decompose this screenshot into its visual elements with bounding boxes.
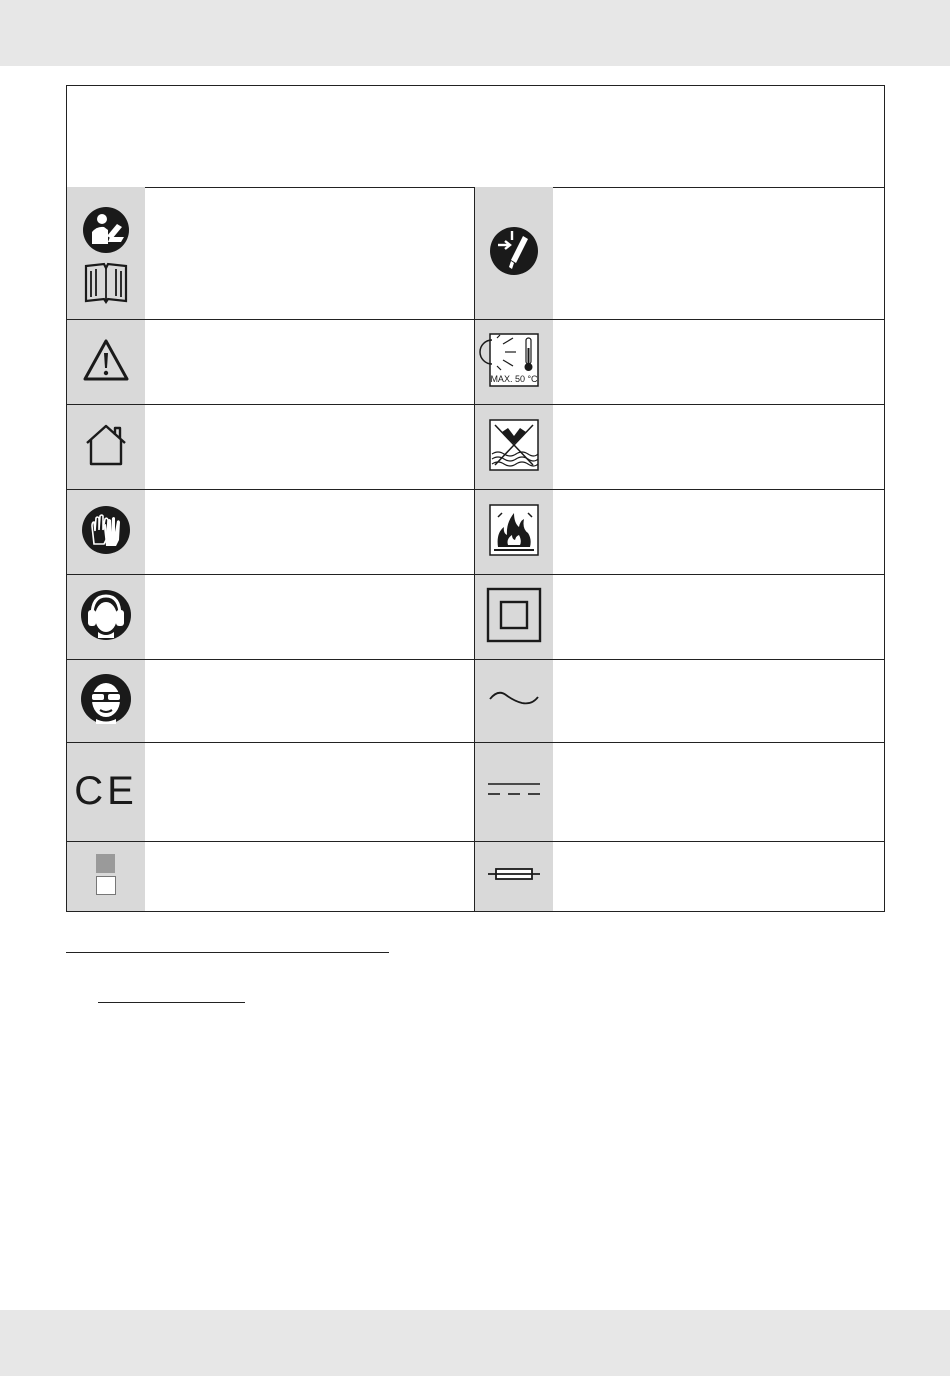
icon-cell bbox=[475, 405, 553, 489]
icon-cell bbox=[475, 575, 553, 659]
wear-gloves-icon bbox=[80, 504, 132, 561]
table-row bbox=[67, 187, 884, 320]
symbol-cell-right bbox=[475, 660, 884, 742]
symbols-table bbox=[66, 85, 885, 912]
symbol-cell-right bbox=[475, 490, 884, 574]
symbol-cell-right bbox=[475, 320, 884, 404]
symbol-cell-right bbox=[475, 743, 884, 841]
max-temperature-icon bbox=[488, 332, 540, 393]
icon-cell bbox=[67, 320, 145, 404]
ear-protection-icon bbox=[79, 588, 133, 647]
table-header bbox=[67, 86, 884, 188]
icon-cell bbox=[67, 743, 145, 841]
led-indicator-icon bbox=[94, 852, 118, 901]
symbol-cell-left bbox=[67, 187, 475, 319]
icon-cell bbox=[475, 490, 553, 574]
top-band bbox=[0, 0, 950, 66]
table-row bbox=[67, 575, 884, 660]
icon-cell bbox=[475, 320, 553, 404]
symbol-cell-right bbox=[475, 187, 884, 319]
flammable-icon bbox=[488, 503, 540, 562]
symbol-cell-left bbox=[67, 490, 475, 574]
icon-cell bbox=[475, 842, 553, 911]
protection-class-ii-icon bbox=[486, 587, 542, 648]
icon-cell bbox=[67, 490, 145, 574]
max-temperature-label: MAX. 50 °C bbox=[490, 373, 538, 384]
symbol-cell-right bbox=[475, 842, 884, 911]
ce-mark-label: CE bbox=[74, 768, 138, 813]
symbol-cell-left bbox=[67, 743, 475, 841]
icon-cell bbox=[67, 575, 145, 659]
symbol-cell-right bbox=[475, 575, 884, 659]
symbol-cell-left bbox=[67, 575, 475, 659]
table-row bbox=[67, 405, 884, 490]
icon-cell bbox=[67, 842, 145, 911]
alternating-current-icon bbox=[486, 689, 542, 714]
table-row bbox=[67, 660, 884, 743]
icon-cell bbox=[67, 405, 145, 489]
direct-current-icon bbox=[486, 780, 542, 805]
section-heading-underline bbox=[66, 952, 389, 953]
symbol-cell-left bbox=[67, 660, 475, 742]
table-row bbox=[67, 842, 884, 911]
do-not-immerse-icon bbox=[488, 418, 540, 477]
subsection-heading-underline bbox=[98, 1002, 245, 1003]
eye-protection-icon bbox=[79, 672, 133, 731]
table-row bbox=[67, 320, 884, 405]
icon-cell bbox=[475, 187, 553, 319]
symbol-cell-left bbox=[67, 405, 475, 489]
fuse-icon bbox=[486, 866, 542, 887]
symbol-cell-left bbox=[67, 320, 475, 404]
icon-cell bbox=[475, 743, 553, 841]
icon-cell bbox=[67, 660, 145, 742]
table-row bbox=[67, 743, 884, 842]
table-row bbox=[67, 490, 884, 575]
unplug-icon bbox=[488, 225, 540, 282]
symbol-cell-left bbox=[67, 842, 475, 911]
ce-mark-icon bbox=[74, 768, 138, 815]
read-instructions-icon bbox=[80, 196, 132, 311]
icon-cell bbox=[67, 187, 145, 319]
bottom-band bbox=[0, 1310, 950, 1376]
icon-cell bbox=[475, 660, 553, 742]
warning-triangle-icon bbox=[82, 338, 130, 387]
indoor-use-icon bbox=[81, 423, 131, 472]
symbol-cell-right bbox=[475, 405, 884, 489]
